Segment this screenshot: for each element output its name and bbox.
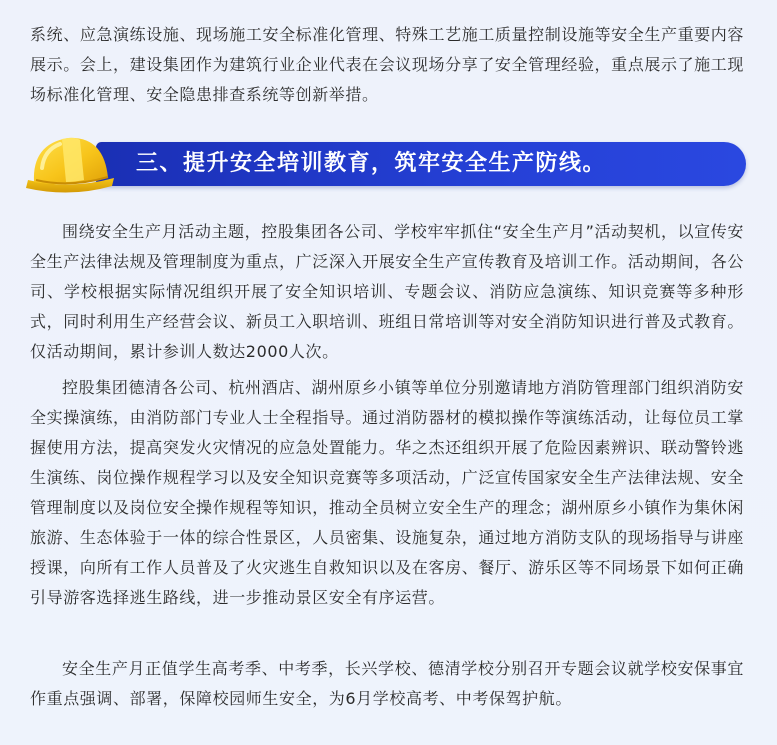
section-title: 三、提升安全培训教育，筑牢安全生产防线。: [136, 151, 607, 176]
body-paragraph: 控股集团德清各公司、杭州酒店、湖州原乡小镇等单位分别邀请地方消防管理部门组织消防安全实操演练，由消防部门专业人士全程指导。通过消防器材的模拟操作等演练活动，让每位员工掌握使用方法，提高突发火灾情况的应急处置能力。华之杰还组织开展了危险因素辨识、联动警铃逃生演练、岗位操作规程学习以及安全知识竞赛等多项活动，广泛宣传国家安全生产法律法规、安全管理制度以及岗位安全操作规程等知识，推动全员树立安全生产的理念；湖州原乡小镇作为集休闲旅游、生态体验于一体的综合性景区，人员密集、设施复杂，通过地方消防支队的现场指导与讲座授课，向所有工作人员普及了火灾逃生自救知识以及在客房、餐厅、游乐区等不同场景下如何正确引导游客选择逃生路线，进一步推动景区安全有序运营。: [30, 378, 744, 607]
body-paragraph: 安全生产月正值学生高考季、中考季，长兴学校、德清学校分别召开专题会议就学校安保事宜作重点强调、部署，保障校园师生安全，为6月学校高考、中考保驾护航。: [30, 659, 744, 708]
hard-hat-icon: [22, 128, 118, 198]
body-paragraph: 围绕安全生产月活动主题，控股集团各公司、学校牢牢抓住“安全生产月”活动契机，以宣传安全生产法律法规及管理制度为重点，广泛深入开展安全生产宣传教育及培训工作。活动期间，各公司、学校根据实际情况组织开展了安全知识培训、专题会议、消防应急演练、知识竞赛等多种形式，同时利用生产经营会议、新员工入职培训、班组日常培训等对安全消防知识进行普及式教育。仅活动期间，累计参训人数达2000人次。: [30, 222, 744, 361]
intro-paragraph: 系统、应急演练设施、现场施工安全标准化管理、特殊工艺施工质量控制设施等安全生产重要内容展示。会上，建设集团作为建筑行业企业代表在会议现场分享了安全管理经验，重点展示了施工现场标准化管理、安全隐患排查系统等创新举措。: [30, 25, 744, 104]
